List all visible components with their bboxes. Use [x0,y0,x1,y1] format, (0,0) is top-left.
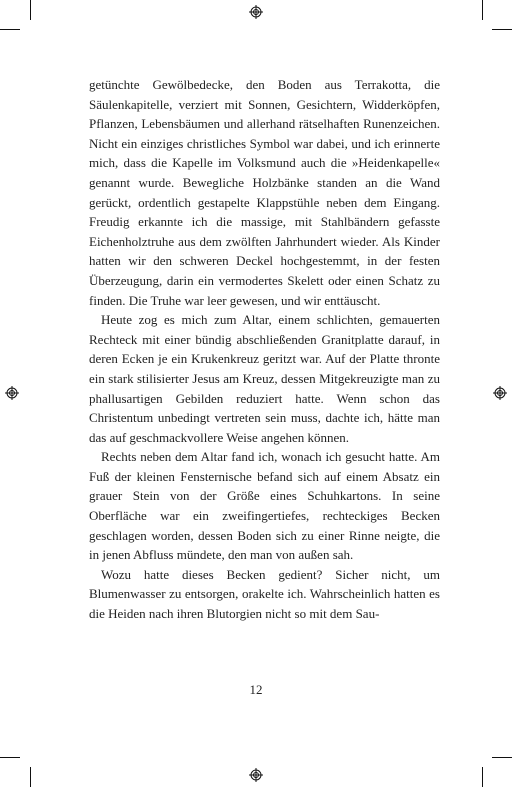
crop-mark-top-left-vertical [30,0,31,20]
crop-mark-bottom-right-horizontal [492,757,512,758]
paragraph-1: getünchte Gewölbedecke, den Boden aus Terrakotta, die Säulenkapitelle, verziert mit Sonnen, Gesichtern, Widderköpfen, Pflanzen, Lebensbäumen und allerhand rätselhaften Runenzeichen. Nicht ein einziges christliches Symbol war dabei, und ich erinnerte mich, dass die Kapelle im Volksmund auch die »Heidenkapelle« genannt wurde. Bewegliche Holzbänke standen an die Wand gerückt, ordentlich gestapelte Klappstühle neben dem Eingang. Freudig erkannte ich die massige, mit Stahlbändern gefasste Eichenholztruhe aus dem zwölften Jahrhundert wieder. Als Kinder hatten wir den schweren Deckel hochgestemmt, in der festen Überzeugung, darin ein vermodertes Skelett oder einen Schatz zu finden. Die Truhe war leer gewesen, und wir enttäuscht. [89,77,440,308]
crop-mark-top-left-horizontal [0,29,20,30]
crop-mark-top-right-vertical [482,0,483,20]
page-number: 12 [249,682,263,697]
registration-mark-bottom-icon [249,768,263,782]
registration-mark-right-icon [493,386,507,400]
crop-mark-bottom-right-vertical [482,767,483,787]
crop-mark-bottom-left-horizontal [0,757,20,758]
crop-mark-top-right-horizontal [492,29,512,30]
crop-mark-bottom-left-vertical [30,767,31,787]
registration-mark-top-icon [249,5,263,19]
paragraph-4: Wozu hatte dieses Becken gedient? Sicher nicht, um Blumenwasser zu entsorgen, orakelte ich. Wahrscheinlich hatten es die Heiden nach ihren Blutorgien nicht so mit dem Sau- [89,566,440,622]
paragraph-2: Heute zog es mich zum Altar, einem schlichten, gemauerten Rechteck mit einer bündig abschließenden Granitplatte darauf, in deren Ecken je ein Krukenkreuz geritzt war. Auf der Platte thronte ein stark stilisierter Jesus am Kreuz, dessen Mitgekreuzigte man zu phallusartigen Gebilden reduziert hatte. Wenn schon das Christentum unbedingt vertreten sein muss, dachte ich, hätte man das auf geschmackvollere Weise angehen können. [89,312,440,445]
paragraph-3: Rechts neben dem Altar fand ich, wonach ich gesucht hatte. Am Fuß der kleinen Fensternische befand sich auf einem Absatz ein grauer Stein von der Größe eines Schuhkartons. In seine Oberfläche war ein zweifingertiefes, rechteckiges Becken geschlagen worden, dessen Boden sich zu einer Rinne neigte, die in jenen Abfluss mündete, den man von außen sah. [89,449,440,563]
body-text [89,75,440,624]
registration-mark-left-icon [5,386,19,400]
